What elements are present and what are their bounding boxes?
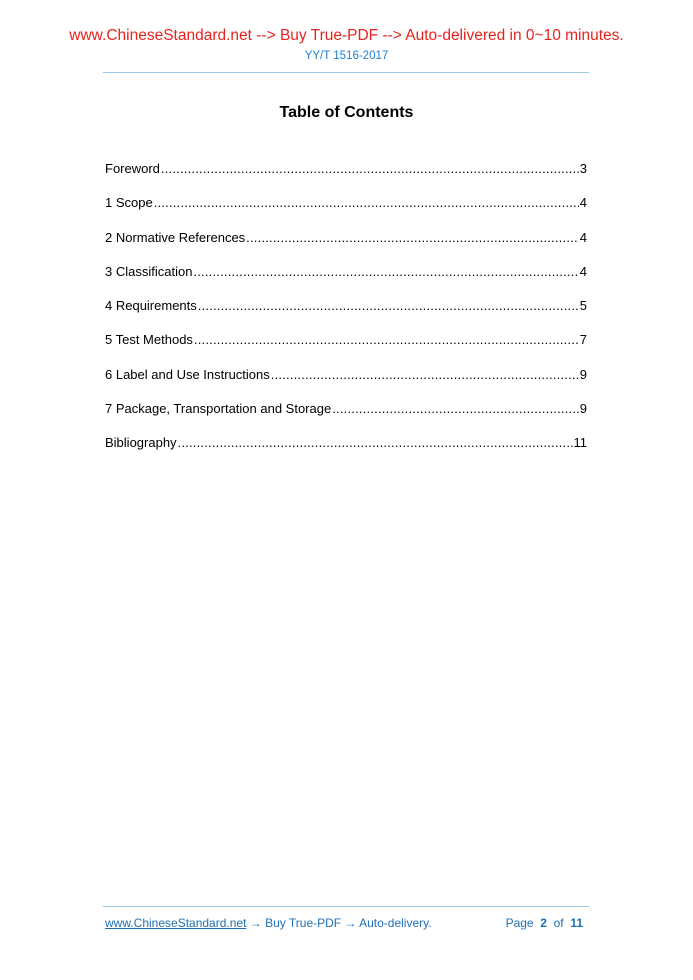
toc-dot-leader (194, 332, 579, 347)
toc-entry-page: 9 (579, 401, 587, 417)
toc-entry-page: 9 (579, 366, 587, 382)
toc-dot-leader (178, 435, 573, 450)
toc-dot-leader (271, 367, 579, 382)
toc-entry-label-and-use-instructions[interactable] (105, 367, 587, 401)
current-page-number: 2 (540, 916, 547, 930)
toc-entry-label: 4 Requirements (105, 298, 197, 314)
toc-entry-page: 4 (579, 229, 587, 245)
toc-entry-page: 3 (579, 161, 587, 176)
toc-entry-foreword[interactable] (105, 161, 587, 195)
header-banner: www.ChineseStandard.net --> Buy True-PDF --> Auto-delivered in 0~10 minutes. (69, 27, 624, 44)
page-word: Page (505, 916, 534, 930)
toc-entry-page: 7 (579, 332, 587, 348)
footer-tagline: → Buy True-PDF → Auto-delivery. (246, 916, 432, 930)
toc-entry-scope[interactable] (105, 195, 587, 229)
toc-entry-label: 7 Package, Transportation and Storage (105, 401, 332, 417)
toc-entry-test-methods[interactable] (105, 332, 587, 366)
toc-entry-page: 4 (579, 263, 587, 279)
toc-entry-classification[interactable] (105, 264, 587, 298)
toc-dot-leader (198, 298, 579, 313)
total-pages-number: 11 (570, 916, 583, 930)
toc-dot-leader (154, 195, 579, 210)
toc-title: Table of Contents (279, 104, 414, 121)
page-indicator (506, 916, 583, 930)
toc-entry-label: 2 Normative References (105, 229, 246, 245)
footer-site-link[interactable]: www.ChineseStandard.net (105, 916, 247, 930)
standard-code: YY/T 1516-2017 (304, 50, 389, 62)
toc-entry-page: 11 (573, 435, 587, 451)
toc-entry-label: 1 Scope (105, 195, 153, 211)
toc-dot-leader (193, 264, 578, 279)
toc-entry-normative-references[interactable] (105, 230, 587, 264)
toc-entry-page: 5 (579, 298, 587, 314)
toc-entry-page: 4 (579, 195, 587, 211)
header-divider (103, 72, 589, 73)
footer-divider (103, 906, 589, 907)
toc-dot-leader (161, 161, 579, 176)
toc-entry-label: 3 Classification (105, 263, 193, 279)
toc-entry-package-transportation-storage[interactable] (105, 401, 587, 435)
toc-entry-label: 6 Label and Use Instructions (105, 366, 270, 382)
toc-entry-label: Bibliography (105, 435, 177, 451)
toc-entry-label: Foreword (105, 161, 160, 176)
toc-list (105, 161, 587, 470)
toc-entry-requirements[interactable] (105, 298, 587, 332)
footer-promo (105, 916, 432, 930)
toc-dot-leader (246, 230, 579, 245)
toc-dot-leader (332, 401, 579, 416)
toc-entry-label: 5 Test Methods (105, 332, 193, 348)
toc-entry-bibliography[interactable] (105, 435, 587, 469)
of-word: of (553, 916, 564, 930)
